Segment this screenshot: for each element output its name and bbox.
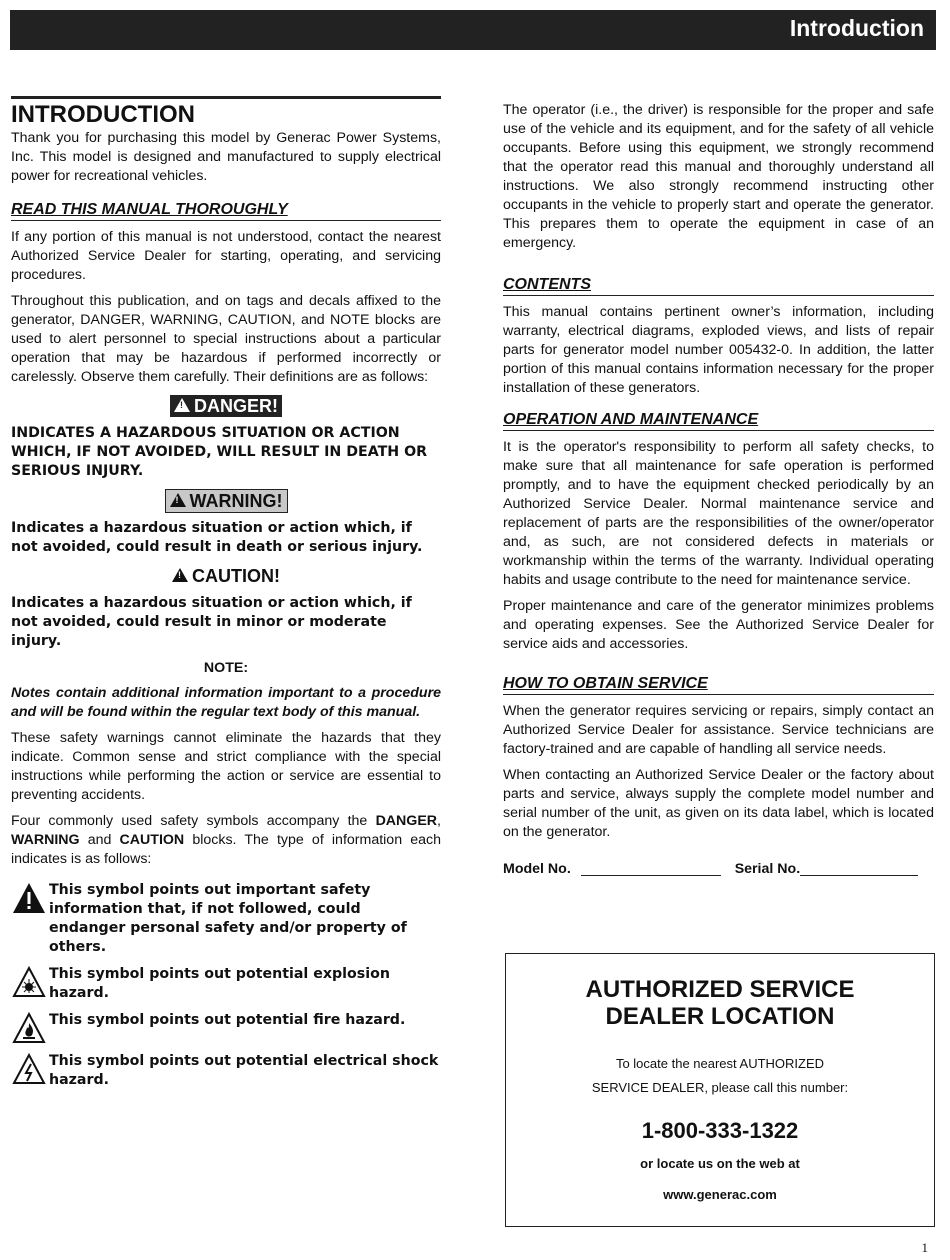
warning-label: WARNING! [189,491,283,511]
caution-label: CAUTION! [192,566,280,586]
dealer-box-title-line1: AUTHORIZED SERVICE [585,976,855,1003]
read-paragraph-2: Throughout this publication, and on tags and decals affixed to the generator, DANGER, WARNING, CAUTION, and NOTE blocks are used to alert personnel to special instructions about a particular operation that may be hazardous if performed incorrectly or carelessly. Observe them carefully. Their definitions are as follows: [11,293,441,385]
left-column [11,96,441,1098]
dealer-box-body-line2: SERVICE DEALER, please call this number: [591,1080,849,1095]
warning-triangle-icon: ! [170,493,186,507]
caution-signal [11,565,441,588]
dealer-box-title-line2: DEALER LOCATION [605,1003,835,1030]
exclamation-triangle-icon [12,882,46,914]
page-number: 1 [921,1240,928,1255]
symbol-text: This symbol points out important safety information that, if not followed, could endanger personal safety and/or property of others. [49,882,407,955]
warning-badge [165,489,288,513]
operation-maintenance-paragraph-1: It is the operator's responsibility to perform all safety checks, to make sure that all maintenance for safe operation is performed promptly, and to have the equipment checked periodically by an Authorized Service Dealer. Normal maintenance service and replacement of parts are the responsibilities of the owner/operator and, as such, are not considered defects in materials or workmanship within the terms of the warranty. Individual operating habits and usage contribute to the need for maintenance service. [503,439,934,588]
symbol-text: This symbol points out potential electrical shock hazard. [49,1053,439,1088]
read-paragraph-1: If any portion of this manual is not understood, contact the nearest Authorized Service Dealer for starting, operating, and servicing procedures. [11,229,441,283]
dealer-web-url[interactable]: www.generac.com [663,1187,777,1202]
obtain-service-heading: HOW TO OBTAIN SERVICE [503,674,934,695]
operation-maintenance-heading: OPERATION AND MAINTENANCE [503,410,934,431]
obtain-service-paragraph-2: When contacting an Authorized Service Dealer or the factory about parts and service, always supply the complete model number and serial number of the unit, as given on its data label, which is located on the generator. [503,767,934,840]
dealer-box-body-line1: To locate the nearest AUTHORIZED [615,1056,825,1071]
right-column [503,101,934,879]
danger-label: DANGER! [194,396,278,416]
intro-paragraph: Thank you for purchasing this model by Generac Power Systems, Inc. This model is designed and manufactured to supply electrical power for recreational vehicles. [11,130,441,184]
dealer-location-box [505,953,935,1227]
operation-maintenance-paragraph-2: Proper maintenance and care of the generator minimizes problems and operating expenses. See the Authorized Service Dealer for service aids and accessories. [503,598,934,652]
symbols-intro-paragraph: Four commonly used safety symbols accompany the DANGER, WARNING and CAUTION blocks. The type of information each indicates is as follows: [11,813,441,867]
contents-heading: CONTENTS [503,275,934,296]
serial-number-line[interactable] [800,875,918,876]
caution-badge [172,565,280,587]
model-number-label: Model No. [503,861,571,877]
symbol-electrical [11,1052,441,1090]
warning-text: Indicates a hazardous situation or action which, if not avoided, could result in death or serious injury. [11,520,423,555]
dealer-box-body [506,1052,934,1100]
model-serial-fields [503,860,934,879]
warning-signal [11,489,441,513]
dealer-phone-number[interactable]: 1-800-333-1322 [641,1118,799,1143]
symbol-general-safety [11,881,441,957]
note-label: NOTE: [203,660,249,676]
danger-signal [11,395,441,418]
operator-paragraph: The operator (i.e., the driver) is responsible for the proper and safe use of the vehicle and its equipment, and for the safety of all vehicle occupants. Before using this equipment, we strongly recommend that the operator read this manual and thoroughly understand all instructions. We also strongly recommend instructing other occupants in the vehicle to properly start and operate the generator. This prepares them to operate the equipment in case of an emergency. [503,102,934,251]
note-text: Notes contain additional information important to a procedure and will be found within the regular text body of this manual. [11,685,441,720]
main-title: INTRODUCTION [11,96,441,129]
caution-text: Indicates a hazardous situation or action which, if not avoided, could result in minor or moderate injury. [11,595,412,649]
danger-badge [170,395,282,417]
contents-paragraph: This manual contains pertinent owner’s information, including warranty, electrical diagrams, exploded views, and lists of repair parts for generator model number 005432-0. In addition, the latter portion of this manual contains information necessary for the proper installation of these generators. [503,304,934,396]
electrical-shock-icon [12,1053,46,1085]
serial-number-label: Serial No. [734,861,801,877]
symbol-text: This symbol points out potential explosion hazard. [49,966,390,1001]
model-number-line[interactable] [581,875,721,876]
warning-triangle-icon: ! [174,398,190,412]
dealer-web-label: or locate us on the web at [640,1156,800,1171]
page-header-bar [10,10,936,50]
header-title: Introduction [789,15,924,41]
safety-paragraph: These safety warnings cannot eliminate the hazards that they indicate. Common sense and strict compliance with the special instructions while performing the action or service are essential to preventing accidents. [11,730,441,803]
dealer-web-info [506,1148,934,1210]
symbol-text: This symbol points out potential fire hazard. [49,1012,406,1028]
symbol-explosion [11,965,441,1003]
fire-icon [12,1012,46,1044]
explosion-icon [12,966,46,998]
symbol-fire [11,1011,441,1030]
read-manual-heading: READ THIS MANUAL THOROUGHLY [11,200,441,221]
dealer-box-title [506,976,934,1030]
danger-text: INDICATES A HAZARDOUS SITUATION OR ACTION WHICH, IF NOT AVOIDED, WILL RESULT IN DEATH OR SERIOUS INJURY. [11,425,428,479]
obtain-service-paragraph-1: When the generator requires servicing or repairs, simply contact an Authorized Service Dealer for assistance. Service technicians are factory-trained and are capable of handling all service needs. [503,703,934,757]
warning-triangle-icon: ! [172,568,188,582]
